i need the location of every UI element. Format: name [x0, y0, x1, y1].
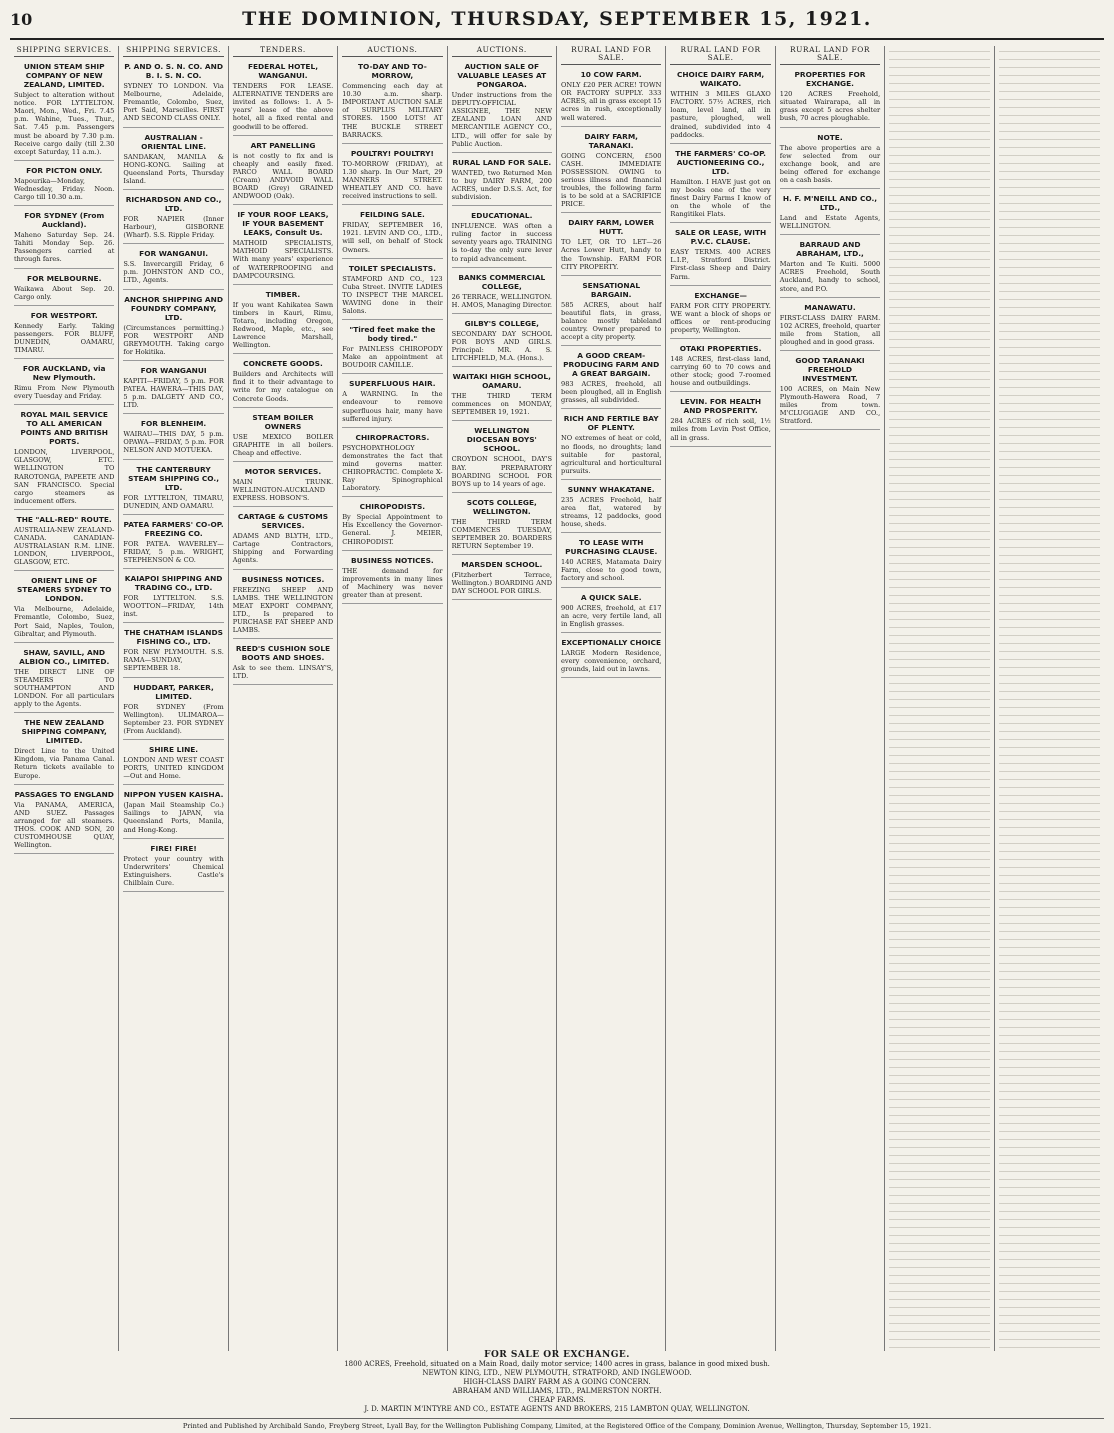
ad-title: EXCEPTIONALLY CHOICE	[561, 637, 662, 647]
advertisement	[452, 60, 552, 153]
advertisement	[452, 271, 552, 314]
ad-body: Builders and Architects will find it to their advantage to write for my catalogue on Concrete Goods.	[232, 370, 334, 403]
ad-title: TOILET SPECIALISTS.	[348, 263, 436, 273]
ad-body: GOING CONCERN, £500 CASH. IMMEDIATE POSSESSION. OWING to serious illness and financial troubles, the following farm is to be sold at a SACRIFICE PRICE.	[561, 151, 662, 209]
advertisement	[123, 293, 223, 361]
ad-title: CONCRETE GOODS.	[243, 359, 323, 369]
ad-body: EASY TERMS. 400 ACRES L.I.P., Stratford District. First-class Sheep and Dairy Farm.	[670, 248, 771, 281]
bottom-line: 1800 ACRES, Freehold, situated on a Main Road, daily motor service; 1400 acres in grass, balance in good mixed bush.	[344, 1360, 770, 1368]
advertisement	[233, 60, 333, 136]
column-1	[10, 46, 119, 1351]
ad-body: SECONDARY DAY SCHOOL FOR BOYS AND GIRLS. Principal: MR. A. S. LITCHFIELD, M.A. (Hons.).	[451, 329, 552, 363]
ad-title: WELLINGTON DIOCESAN BOYS' SCHOOL.	[466, 426, 537, 454]
advertisement	[780, 301, 880, 351]
advertisement	[123, 572, 223, 623]
ad-body: 235 ACRES Freehold, half area flat, watered by streams, 12 paddocks, good house, sheds.	[561, 495, 662, 529]
ad-body: A WARNING. In the endeavour to remove superfluous hair, many have suffered injury.	[342, 390, 443, 423]
ad-body: FIRST-CLASS DAIRY FARM. 102 ACRES, freehold, quarter mile from Station, all ploughed and in good grass.	[779, 313, 881, 346]
ad-title: OTAKI PROPERTIES.	[679, 343, 762, 353]
advertisement	[123, 463, 223, 515]
bottom-lines	[10, 1360, 1104, 1414]
advertisement	[123, 626, 223, 677]
ad-title: THE "ALL-RED" ROUTE.	[16, 514, 112, 524]
advertisement	[670, 289, 770, 339]
ad-body: If you want Kahikatea Sawn timbers in Kauri, Rimu, Totara, including Oregon, Redwood, Maple, etc., see Lawrence Marshall, Wellington.	[232, 300, 334, 350]
dense-text-block	[889, 46, 989, 1351]
advertisement	[233, 288, 333, 355]
ad-title: THE CANTERBURY STEAM SHIPPING CO., LTD.	[128, 464, 220, 492]
advertisement	[342, 60, 442, 144]
dense-text-block	[999, 46, 1100, 1351]
ad-body: FOR NAPIER (Inner Harbour), GISBORNE (Wharf). S.S. Ripple Friday.	[123, 214, 224, 240]
advertisement	[561, 636, 661, 678]
ad-body: FOR SYDNEY (From Wellington). ULIMAROA—September 23. FOR SYDNEY (From Auckland).	[123, 702, 224, 735]
ad-title: MANAWATU.	[804, 302, 856, 312]
ad-title: UNION STEAM SHIP COMPANY OF NEW ZEALAND, LIMITED.	[23, 62, 105, 90]
ad-body: KAPITI—FRIDAY, 5 p.m. FOR PATEA. HAWERA—THIS DAY, 5 p.m. DALGETY AND CO., LTD.	[123, 376, 224, 410]
ad-body: CROYDON SCHOOL, DAY'S BAY. PREPARATORY BOARDING SCHOOL FOR BOYS up to 14 years of age.	[451, 455, 552, 488]
advertisement	[123, 842, 223, 892]
ad-title: A QUICK SALE.	[580, 592, 642, 602]
ad-title: FEILDING SALE.	[359, 210, 425, 220]
ad-title: FOR SYDNEY (From Auckland).	[24, 211, 105, 230]
ad-body: PSYCHOPATHOLOGY demonstrates the fact that mind governs matter. CHIROPRACTIC. Complete X-Ray Spinographical Laboratory.	[342, 443, 443, 493]
ad-title: RICH AND FERTILE BAY OF PLENTY.	[563, 414, 659, 433]
advertisement	[780, 354, 880, 430]
column-heading: SHIPPING SERVICES.	[123, 46, 223, 57]
ad-title: GILBY'S COLLEGE,	[464, 318, 539, 328]
bottom-line: J. D. MARTIN M'INTYRE AND CO., ESTATE AGENTS AND BROKERS, 215 LAMBTON QUAY, WELLINGTON.	[364, 1405, 750, 1413]
ad-body: TENDERS FOR LEASE. ALTERNATIVE TENDERS are invited as follows: 1. A 5-years' lease of the above hotel, all a fixed rental and goodwill to be offered.	[232, 82, 334, 131]
ad-body: is not costly to fix and is cheaply and easily fixed. PARCO WALL BOARD (Cream) ANDVOID WALL BOARD (Grey) GRAINED ANDWOOD (Oak).	[232, 151, 334, 201]
advertisement	[452, 317, 552, 367]
ad-title: AUCTION SALE OF VALUABLE LEASES AT PONGAROA.	[457, 62, 547, 90]
advertisement	[233, 465, 333, 507]
ad-body: LARGE Modern Residence, every convenience, orchard, grounds, laid out in lawns.	[561, 648, 662, 674]
advertisement	[14, 716, 114, 784]
ad-title: FOR AUCKLAND, via New Plymouth.	[22, 364, 106, 383]
ad-title: EXCHANGE—	[694, 290, 747, 300]
ad-body: Waikawa About Sep. 20. Cargo only.	[14, 284, 115, 301]
ad-title: A GOOD CREAM-PRODUCING FARM AND A GREAT BARGAIN.	[563, 351, 660, 379]
advertisement	[670, 226, 770, 285]
ad-title: PATEA FARMERS' CO-OP. FREEZING CO.	[123, 519, 224, 538]
advertisement	[123, 788, 223, 838]
ad-title: BANKS COMMERCIAL COLLEGE,	[458, 272, 546, 291]
ad-body: Via PANAMA, AMERICA, AND SUEZ. Passages arranged for all steamers. THOS. COOK AND SON, 20 CUSTOMHOUSE QUAY, Wellington.	[14, 800, 115, 850]
ad-body: USE MEXICO BOILER GRAPHITE in all boilers. Cheap and effective.	[232, 432, 334, 457]
advertisement	[670, 68, 770, 144]
advertisement	[452, 209, 552, 267]
column-5	[448, 46, 557, 1351]
ad-title: MARSDEN SCHOOL.	[461, 560, 543, 570]
ad-title: SALE OR LEASE, WITH P.V.C. CLAUSE.	[674, 228, 767, 247]
advertisement	[561, 483, 661, 533]
ad-title: HUDDART, PARKER, LIMITED.	[133, 682, 214, 701]
ad-body: Subject to alteration without notice. FOR LYTTELTON. Maori, Mon., Wed., Fri. 7.45 p.m. Wahine, Tues., Thur., Sat. 7.45 p.m. Passengers must be aboard by 7.30 p.m. Receive cargo daily (till 2.30 except Saturday, 11 a.m.).	[14, 91, 115, 156]
advertisement	[452, 370, 552, 421]
ad-body: Under instructions from the DEPUTY-OFFICIAL ASSIGNEE, THE NEW ZEALAND LOAN AND MERCANTILE AGENCY CO., LTD., will offer for sale by Public Auction.	[451, 91, 552, 148]
advertisement	[561, 279, 661, 346]
ad-title: GOOD TARANAKI FREEHOLD INVESTMENT.	[795, 355, 865, 383]
advertisement	[14, 164, 114, 206]
advertisement	[233, 208, 333, 284]
ad-body: 900 ACRES, freehold, at £17 an acre, very fertile land, all in English grasses.	[561, 603, 662, 628]
column-8	[776, 46, 885, 1351]
ad-body: (Japan Mail Steamship Co.) Sailings to JAPAN, via Queensland Ports, Manila, and Hong-Kong.	[123, 801, 224, 834]
advertisement	[14, 309, 114, 359]
imprint: Printed and Published by Archibald Sando, Freyberg Street, Lyall Bay, for the Wellington Publishing Company, Limited, at the Registered Office of the Company, Dominion Avenue, Wellington, Thursday, September 15, 1921.	[10, 1418, 1104, 1430]
ad-title: 10 COW FARM.	[580, 70, 642, 80]
advertisement	[561, 412, 661, 479]
newspaper-title: THE DOMINION, THURSDAY, SEPTEMBER 15, 1921.	[242, 8, 872, 30]
ad-body: WAIRAU—THIS DAY, 5 p.m. OPAWA—FRIDAY, 5 p.m. FOR NELSON AND MOTUEKA.	[123, 430, 224, 455]
advertisement	[123, 193, 223, 244]
ad-body: THE THIRD TERM COMMENCES TUESDAY, SEPTEMBER 20. BOARDERS RETURN September 19.	[451, 517, 552, 551]
ad-title: FOR BLENHEIM.	[140, 419, 207, 429]
ad-body: TO-MORROW (FRIDAY), at 1.30 sharp. In Our Mart, 29 MANNERS STREET. WHEATLEY AND CO. have received instructions to sell.	[342, 159, 443, 201]
ad-body: FARM FOR CITY PROPERTY. WE want a block of shops or offices or rent-producing property, Wellington.	[670, 301, 771, 334]
ad-title: PROPERTIES FOR EXCHANGE.	[794, 70, 866, 89]
advertisement	[14, 788, 114, 855]
advertisement	[342, 147, 442, 205]
column-heading: SHIPPING SERVICES.	[14, 46, 114, 57]
advertisement	[670, 395, 770, 446]
ad-title: FIRE! FIRE!	[150, 843, 197, 853]
ad-title: IF YOUR ROOF LEAKS, IF YOUR BASEMENT LEAKS, Consult Us.	[237, 210, 329, 238]
column-heading: TENDERS.	[233, 46, 333, 57]
ad-body: Land and Estate Agents, WELLINGTON.	[779, 214, 881, 231]
advertisement	[14, 408, 114, 510]
ad-title: DAIRY FARM, LOWER HUTT.	[568, 218, 655, 237]
ad-title: RURAL LAND FOR SALE.	[452, 157, 552, 167]
advertisement	[233, 642, 333, 685]
ad-title: EDUCATIONAL.	[471, 211, 533, 221]
ad-title: FEDERAL HOTEL, WANGANUI.	[247, 62, 319, 81]
ad-title: PASSAGES TO ENGLAND	[14, 789, 114, 799]
advertisement	[780, 68, 880, 127]
column-heading: RURAL LAND FOR SALE.	[561, 46, 661, 65]
column-heading: RURAL LAND FOR SALE.	[670, 46, 770, 65]
ad-title: SENSATIONAL BARGAIN.	[582, 280, 641, 299]
masthead	[10, 8, 1104, 40]
advertisement	[14, 513, 114, 571]
column-heading: RURAL LAND FOR SALE.	[780, 46, 880, 65]
ad-title: FOR MELBOURNE.	[27, 273, 102, 283]
advertisement	[123, 247, 223, 289]
advertisement	[123, 60, 223, 127]
advertisement	[342, 262, 442, 320]
ad-title: SHIRE LINE.	[149, 744, 199, 754]
ad-title: "Tired feet make the body tired."	[349, 325, 436, 344]
advertisement	[561, 216, 661, 275]
ad-body: FOR LYTTELTON, TIMARU, DUNEDIN, AND OAMARU.	[123, 493, 224, 510]
ad-title: BARRAUD AND ABRAHAM, LTD.,	[796, 240, 864, 259]
ad-title: AUSTRALIAN - ORIENTAL LINE.	[141, 132, 207, 151]
advertisement	[123, 417, 223, 459]
ad-title: FOR WANGANUI	[140, 365, 207, 375]
ad-title: ART PANELLING	[250, 140, 316, 150]
ad-title: CHIROPRACTORS.	[355, 432, 430, 442]
advertisement	[561, 536, 661, 587]
ad-body: THE demand for improvements in many lines of Machinery was never greater than at present.	[342, 566, 443, 599]
bottom-section	[10, 1350, 1104, 1430]
advertisement	[780, 192, 880, 235]
advertisement	[14, 362, 114, 405]
ad-title: TO LEASE WITH PURCHASING CLAUSE.	[565, 538, 658, 557]
ad-title: FOR WESTPORT.	[30, 310, 98, 320]
ad-body: TO LET, OR TO LET—26 Acres Lower Hutt, handy to the Township. FARM FOR CITY PROPERTY.	[561, 238, 662, 271]
bottom-line: CHEAP FARMS.	[528, 1396, 586, 1404]
advertisement	[452, 496, 552, 555]
ad-title: SHAW, SAVILL, AND ALBION CO., LIMITED.	[19, 647, 110, 666]
bottom-line: ABRAHAM AND WILLIAMS, LTD., PALMERSTON NORTH.	[452, 1387, 662, 1395]
ad-body: SANDAKAN, MANILA & HONG-KONG. Sailing at Queensland Ports, Thursday Island.	[123, 152, 224, 185]
ad-title: SCOTS COLLEGE, WELLINGTON.	[466, 497, 537, 516]
ad-body: SYDNEY TO LONDON. Via Melbourne, Adelaide, Fremantle, Colombo, Suez, Port Said, Marseilles. FIRST AND SECOND CLASS ONLY.	[123, 82, 224, 123]
ad-body: Hamilton. I HAVE just got on my books one of the very finest Dairy Farms I know of on the whole of the Rangitikei Flats.	[670, 177, 771, 219]
ad-body: (Circumstances permitting.) FOR WESTPORT AND GREYMOUTH. Taking cargo for Hokitika.	[123, 323, 224, 356]
ad-body: ONLY £20 PER ACRE! TOWN OR FACTORY SUPPLY. 333 ACRES, all in grass except 15 acres in rush, exceptionally well watered.	[561, 81, 662, 122]
ad-body: Mapourika—Monday, Wednesday, Friday. Noon. Cargo till 10.30 a.m.	[14, 176, 115, 202]
advertisement	[123, 681, 223, 740]
ad-body: For PAINLESS CHIROPODY Make an appointment at BOUDOIR CAMILLE.	[342, 345, 443, 370]
advertisement	[561, 68, 661, 126]
ad-body: S.S. Invercargill Friday, 6 p.m. JOHNSTON AND CO., LTD., Agents.	[123, 260, 224, 285]
advertisement	[452, 156, 552, 206]
advertisement	[342, 208, 442, 258]
column-3	[229, 46, 338, 1351]
ad-body: The above properties are a few selected from our exchange book, and are being offered for exchange on a cash basis.	[779, 143, 881, 184]
column-heading: AUCTIONS.	[342, 46, 442, 57]
ad-title: THE FARMERS' CO-OP. AUCTIONEERING CO., LTD.	[675, 148, 766, 176]
ad-body: 140 ACRES, Matamata Dairy Farm, close to good town, factory and school.	[561, 558, 662, 583]
ad-body: Rimu From New Plymouth every Tuesday and Friday.	[14, 384, 115, 401]
advertisement	[780, 131, 880, 189]
columns-container	[10, 46, 1104, 1351]
ad-title: WAITAKI HIGH SCHOOL, OAMARU.	[452, 372, 551, 391]
ad-title: CARTAGE & CUSTOMS SERVICES.	[237, 512, 329, 531]
advertisement	[233, 139, 333, 206]
ad-body: ADAMS AND BLYTH, LTD., Cartage Contractors, Shipping and Forwarding Agents.	[232, 532, 334, 565]
bottom-heading: FOR SALE OR EXCHANGE.	[484, 1350, 630, 1360]
advertisement	[233, 357, 333, 407]
column-4	[338, 46, 447, 1351]
ad-title: BUSINESS NOTICES.	[351, 555, 434, 565]
advertisement	[14, 60, 114, 161]
ad-title: POULTRY! POULTRY!	[350, 148, 434, 158]
ad-body: WITHIN 3 MILES GLAXO FACTORY. 57½ ACRES, rich loam, level land, all in pasture, ploughed, well drained, subdivided into 4 paddocks.	[670, 90, 771, 139]
page-number: 10	[10, 10, 33, 29]
advertisement	[561, 349, 661, 409]
ad-title: SUNNY WHAKATANE.	[567, 484, 655, 494]
ad-body: FRIDAY, SEPTEMBER 16, 1921. LEVIN AND CO., LTD., will sell, on behalf of Stock Owners.	[342, 221, 443, 254]
advertisement	[233, 510, 333, 569]
ad-title: CHOICE DAIRY FARM, WAIKATO.	[676, 70, 765, 89]
ad-title: H. F. M'NEILL AND CO., LTD.,	[782, 194, 878, 213]
advertisement	[123, 364, 223, 414]
ad-title: ANCHOR SHIPPING AND FOUNDRY COMPANY, LTD.	[124, 294, 223, 322]
ad-body: 148 ACRES, first-class land, carrying 60 to 70 cows and other stock; good 7-roomed house and outbuildings.	[670, 354, 771, 388]
ad-body: LONDON AND WEST COAST PORTS, UNITED KINGDOM—Out and Home.	[123, 755, 224, 781]
column-7	[666, 46, 775, 1351]
ad-title: LEVIN. FOR HEALTH AND PROSPERITY.	[680, 397, 762, 416]
bottom-line: HIGH-CLASS DAIRY FARM AS A GOING CONCERN.	[463, 1378, 651, 1386]
ad-body: WANTED, two Returned Men to buy DAIRY FARM, 200 ACRES, under D.S.S. Act, for subdivision.	[451, 168, 552, 202]
advertisement	[123, 518, 223, 569]
ad-body: 585 ACRES, about half beautiful flats, in grass, balance mostly tableland country. Owner prepared to accept a city property.	[561, 300, 662, 342]
ad-title: ORIENT LINE OF STEAMERS SYDNEY TO LONDON.	[16, 576, 112, 604]
advertisement	[342, 377, 442, 427]
column-2	[119, 46, 228, 1351]
advertisement	[233, 411, 333, 462]
ad-body: INFLUENCE. WAS often a ruling factor in success seventy years ago. TRAINING is to-day the only sure lever to rapid advancement.	[451, 222, 552, 263]
ad-title: KAIAPOI SHIPPING AND TRADING CO., LTD.	[124, 574, 223, 592]
advertisement	[14, 646, 114, 713]
ad-body: THE THIRD TERM commences on MONDAY, SEPTEMBER 19, 1921.	[451, 392, 552, 417]
ad-title: NOTE.	[817, 132, 843, 142]
ad-body: Ask to see them. LINSAY'S, LTD.	[232, 664, 334, 681]
ad-body: (Fitzherbert Terrace, Wellington.) BOARDING AND DAY SCHOOL FOR GIRLS.	[451, 571, 552, 596]
advertisement	[452, 558, 552, 600]
ad-title: FOR WANGANUI.	[139, 249, 209, 259]
advertisement	[233, 573, 333, 640]
ad-body: Marton and Te Kuiti. 5000 ACRES Freehold, South Auckland, handy to school, store, and P.O.	[779, 260, 881, 293]
ad-body: Direct Line to the United Kingdom, via Panama Canal. Return tickets available to Europe.	[14, 747, 115, 780]
advertisement	[123, 743, 223, 785]
ad-title: REED'S CUSHION SOLE BOOTS AND SHOES.	[235, 644, 331, 663]
ad-body: FREEZING SHEEP AND LAMBS. THE WELLINGTON MEAT EXPORT COMPANY, LTD., Is prepared to PURCHASE FAT SHEEP AND LAMBS.	[232, 585, 334, 635]
column-6	[557, 46, 666, 1351]
column-10	[995, 46, 1104, 1351]
ad-body: 983 ACRES, freehold, all been ploughed, all in English grasses, all subdivided.	[561, 380, 662, 405]
ad-title: ROYAL MAIL SERVICE TO ALL AMERICAN POINTS AND BRITISH PORTS.	[20, 410, 108, 447]
advertisement	[342, 554, 442, 604]
ad-body: FOR NEW PLYMOUTH. S.S. RAMA—SUNDAY, SEPTEMBER 18.	[123, 648, 224, 673]
ad-body: THE DIRECT LINE OF STEAMERS TO SOUTHAMPTON AND LONDON. For all particulars apply to the Agents.	[14, 667, 115, 709]
ad-title: P. AND O. S. N. CO. AND B. I. S. N. CO.	[124, 62, 223, 81]
advertisement	[14, 209, 114, 268]
ad-title: DAIRY FARM, TARANAKI.	[584, 131, 638, 150]
advertisement	[14, 272, 114, 306]
advertisement	[452, 424, 552, 492]
ad-body: AUSTRALIA-NEW ZEALAND-CANADA. CANADIAN-AUSTRALASIAN R.M. LINE. LONDON, LIVERPOOL, GLASGOW, ETC.	[14, 525, 115, 567]
ad-body: By Special Appointment to His Excellency the Governor-General. J. MEIER, CHIROPODIST.	[342, 513, 443, 546]
advertisement	[342, 500, 442, 550]
ad-body: 284 ACRES of rich soil, 1½ miles from Levin Post Office, all in grass.	[670, 417, 771, 442]
advertisement	[561, 591, 661, 633]
advertisement	[780, 238, 880, 297]
ad-body: Protect your country with Underwriters' Chemical Extinguishers. Castle's Chilblain Cure.	[123, 854, 224, 887]
advertisement	[561, 130, 661, 214]
ad-body: Maheno Saturday Sep. 24. Tahiti Monday Sep. 26. Passengers carried at through fares.	[14, 231, 115, 264]
advertisement	[670, 342, 770, 392]
ad-body: Commencing each day at 10.30 a.m. sharp. IMPORTANT AUCTION SALE of SURPLUS MILITARY STORES. 1500 LOTS! AT THE BUCKLE STREET BARRACKS.	[342, 82, 443, 139]
ad-body: MATHOID SPECIALISTS, MATHOID SPECIALISTS. With many years' experience of WATERPROOFING and DAMPCOURSING.	[232, 239, 334, 280]
ad-body: NO extremes of heat or cold, no floods, no droughts; land suitable for pastoral, agricultural and horticultural pursuits.	[561, 434, 662, 475]
ad-title: STEAM BOILER OWNERS	[252, 412, 314, 431]
column-heading: AUCTIONS.	[452, 46, 552, 57]
ad-title: THE NEW ZEALAND SHIPPING COMPANY, LIMITED.	[21, 718, 107, 746]
ad-body: 120 ACRES Freehold, situated Wairarapa, all in grass except 5 acres shelter bush, 70 acres ploughable.	[779, 90, 881, 123]
ad-title: CHIROPODISTS.	[359, 502, 426, 512]
ad-body: Kennedy Early. Taking passengers. FOR BLUFF, DUNEDIN, OAMARU, TIMARU.	[14, 321, 115, 354]
ad-body: LONDON, LIVERPOOL, GLASGOW, ETC. WELLINGTON TO RAROTONGA, PAPEETE AND SAN FRANCISCO. Special cargo steamers as inducement offers.	[14, 448, 115, 505]
ad-body: Via Melbourne, Adelaide, Fremantle, Colombo, Suez, Port Said, Naples, Toulon, Gibraltar, and Plymouth.	[14, 605, 115, 638]
ad-title: THE CHATHAM ISLANDS FISHING CO., LTD.	[124, 628, 223, 647]
advertisement	[123, 131, 223, 190]
ad-title: TIMBER.	[265, 289, 301, 299]
bottom-line: NEWTON KING, LTD., NEW PLYMOUTH, STRATFORD, AND INGLEWOOD.	[422, 1369, 692, 1377]
advertisement	[670, 147, 770, 223]
advertisement	[14, 574, 114, 642]
column-9	[885, 46, 994, 1351]
ad-title: SUPERFLUOUS HAIR.	[349, 379, 436, 389]
ad-body: 100 ACRES, on Main New Plymouth-Hawera Road, 7 miles from town. M'CLUGGAGE AND CO., Stratford.	[779, 384, 881, 426]
ad-body: MAIN TRUNK. WELLINGTON-AUCKLAND EXPRESS. HOBSON'S.	[232, 477, 334, 503]
ad-body: STAMFORD AND CO., 123 Cuba Street. INVITE LADIES TO INSPECT THE MARCEL WAVING done in their Salons.	[342, 274, 443, 315]
advertisement	[342, 323, 442, 374]
ad-title: NIPPON YUSEN KAISHA.	[123, 790, 224, 800]
ad-body: FOR PATEA. WAVERLEY—FRIDAY, 5 p.m. WRIGHT, STEPHENSON & CO.	[123, 539, 224, 564]
ad-title: FOR PICTON ONLY.	[26, 165, 103, 175]
ad-title: TO-DAY AND TO-MORROW,	[358, 62, 427, 81]
advertisement	[342, 431, 442, 498]
ad-body: FOR LYTTELTON. S.S. WOOTTON—FRIDAY, 14th inst.	[123, 594, 224, 619]
ad-title: BUSINESS NOTICES.	[241, 574, 325, 584]
ad-title: RICHARDSON AND CO., LTD.	[125, 194, 222, 213]
ad-body: 26 TERRACE, WELLINGTON. H. AMOS, Managing Director.	[451, 292, 552, 309]
ad-title: MOTOR SERVICES.	[244, 466, 322, 476]
